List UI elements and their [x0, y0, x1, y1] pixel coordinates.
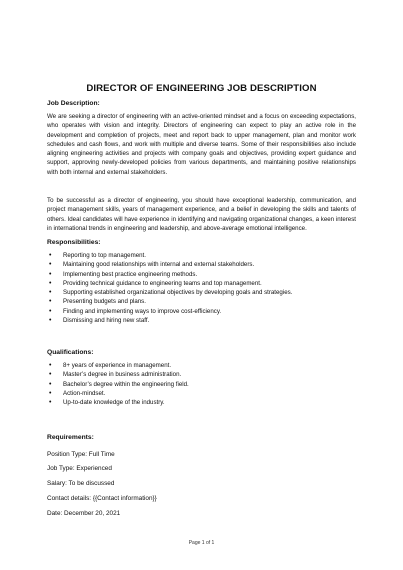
qualifications-heading: Qualifications: — [47, 349, 94, 356]
document-title: DIRECTOR OF ENGINEERING JOB DESCRIPTION — [86, 83, 317, 94]
list-item: • Reporting to top management. — [47, 251, 292, 260]
contact-details: Contact details: {{Contact information}} — [47, 495, 157, 502]
list-item: • Master’s degree in business administration. — [47, 370, 189, 379]
list-item: • Providing technical guidance to engineering teams and top management. — [47, 279, 292, 288]
job-description-paragraph-1: We are seeking a director of engineering with an active-oriented mindset and a focus on exceeding expectations, who operates with vision and integrity. Directors of engineering can expect to play an active role in the development and completion of projects, meet and report back to upper management, plan and monitor work schedules and cash flows, and work with multiple and diverse teams. Some of their responsibilities also include aligning engineering activities and projects with company goals and objectives, providing expert guidance and support, approving newly-developed policies from various departments, and maintaining positive relationships with both internal and external stakeholders. — [47, 113, 356, 176]
list-item: • Bachelor’s degree within the engineering field. — [47, 380, 189, 389]
job-description-paragraph-2: To be successful as a director of engineering, you should have exceptional leadership, communication, and project management skills, years of management experience, and a belief in developing the skills and talents of others. Ideal candidates will have experience in identifying and navigating organizational changes, a keen interest in international trends in engineering and leadership, and above-average emotional intelligence. — [47, 197, 356, 232]
list-item: • Action-mindset. — [47, 389, 189, 398]
requirements-heading: Requirements: — [47, 434, 94, 441]
list-item: • Maintaining good relationships with internal and external stakeholders. — [47, 260, 292, 269]
job-type: Job Type: Experienced — [47, 465, 112, 472]
list-item: • Implementing best practice engineering methods. — [47, 270, 292, 279]
qualifications-list — [47, 361, 189, 407]
list-item: • Up-to-date knowledge of the industry. — [47, 398, 189, 407]
page-number: Page 1 of 1 — [188, 540, 215, 546]
list-item: • Dismissing and hiring new staff. — [47, 316, 292, 325]
list-item: • Finding and implementing ways to improve cost-efficiency. — [47, 307, 292, 316]
list-item: • 8+ years of experience in management. — [47, 361, 189, 370]
responsibilities-heading: Responsibilities: — [47, 239, 101, 246]
responsibilities-list — [47, 251, 292, 325]
salary: Salary: To be discussed — [47, 480, 115, 487]
position-type: Position Type: Full Time — [47, 451, 115, 458]
job-description-heading: Job Description: — [47, 100, 100, 107]
date: Date: December 20, 2021 — [47, 510, 121, 517]
list-item: • Supporting established organizational objectives by developing goals and strategies. — [47, 288, 292, 297]
list-item: • Presenting budgets and plans. — [47, 297, 292, 306]
